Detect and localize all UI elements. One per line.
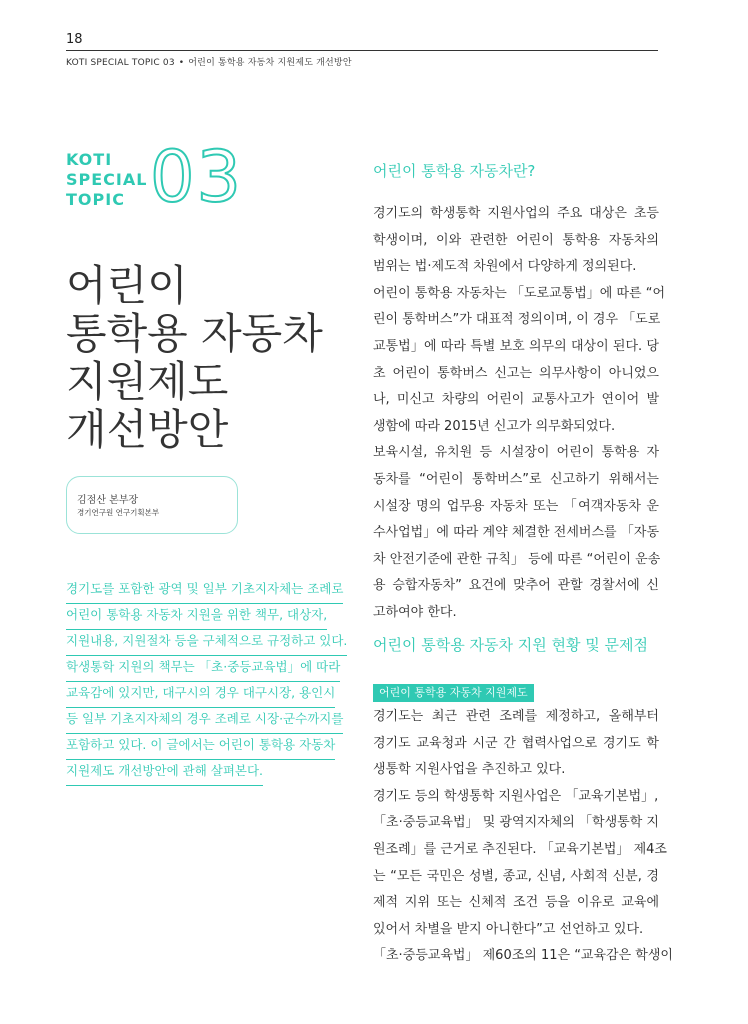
section1-heading: 어린이 통학용 자동차란? (373, 162, 536, 180)
abstract-line: 지원내용, 지원절차 등을 구체적으로 규정하고 있다. (66, 630, 347, 656)
body-line: 나, 미신고 차량의 어린이 교통사고가 연이어 발 (373, 392, 659, 408)
title-line: 개선방안 (66, 405, 229, 454)
body-line: 원조례」를 근거로 추진된다. 「교육기본법」 제4조 (373, 842, 667, 857)
body-line: 학생이며, 이와 관련한 어린이 통학용 자동차의 (373, 232, 659, 248)
page-number: 18 (66, 32, 83, 47)
abstract-line: 지원제도 개선방안에 관해 살펴본다. (66, 760, 263, 786)
body-line: 수사업법」에 따라 계약 체결한 전세버스를 「자동 (373, 525, 659, 541)
abstract-line: 어린이 통학용 자동차 지원을 위한 책무, 대상자, (66, 604, 327, 630)
body-line: 경기도 교육청과 시군 간 협력사업으로 경기도 학 (373, 735, 659, 751)
topic-number: 03 (150, 136, 244, 218)
body-line: 보육시설, 유치원 등 시설장이 어린이 통학용 자 (373, 445, 659, 461)
running-title (66, 55, 352, 68)
body-line: 경기도 등의 학생통학 지원사업은 「교육기본법」, (373, 788, 659, 804)
body-line: 시설장 명의 업무용 자동차 또는 「여객자동차 운 (373, 498, 659, 514)
series-label: KOTI SPECIAL TOPIC 03 (66, 58, 175, 68)
topic-label-line: TOPIC (66, 190, 125, 209)
author-box (66, 476, 238, 534)
body-line: 생함에 따라 2015년 신고가 의무화되었다. (373, 418, 616, 434)
running-article-title: 어린이 통학용 자동차 지원제도 개선방안 (188, 58, 352, 68)
title-line: 지원제도 (66, 357, 229, 406)
body-line: 초 어린이 통학버스 신고는 의무사항이 아니었으 (373, 365, 659, 381)
body-line: 경기도는 최근 관련 조례를 제정하고, 올해부터 (373, 709, 659, 724)
topic-label (66, 150, 147, 210)
section2-heading: 어린이 통학용 자동차 지원 현황 및 문제점 (373, 636, 648, 654)
sub-section-label: 어린이 통학용 자동차 지원제도 (373, 684, 534, 702)
body-line: 린이 통학버스”가 대표적 정의이며, 이 경우 「도로 (373, 312, 661, 328)
header-rule (66, 50, 658, 51)
body-line: 는 “모든 국민은 성별, 종교, 신념, 사회적 신분, 경 (373, 868, 659, 884)
body-line: 동차를 “어린이 통학버스”로 신고하기 위해서는 (373, 472, 659, 487)
title-line: 어린이 (66, 261, 188, 310)
body-line: 「초·중등교육법」 제60조의 11은 “교육감은 학생이 (373, 948, 673, 964)
body-line: 「초·중등교육법」 및 광역지자체의 「학생통학 지 (373, 815, 659, 831)
body-line: 생통학 지원사업을 추진하고 있다. (373, 762, 566, 778)
abstract-line: 교육감에 있지만, 대구시의 경우 대구시장, 용인시 (66, 682, 335, 708)
body-line: 고하여야 한다. (373, 605, 457, 620)
abstract-line: 경기도를 포함한 광역 및 일부 기초지자체는 조례로 (66, 578, 343, 604)
body-line: 용 승합자동차” 요건에 맞추어 관할 경찰서에 신 (373, 578, 659, 594)
author-name: 김점산 본부장 (77, 495, 139, 506)
body-line: 범위는 법·제도적 차원에서 다양하게 정의된다. (373, 259, 637, 275)
abstract-line: 포함하고 있다. 이 글에서는 어린이 통학용 자동차 (66, 734, 335, 760)
author-org: 경기연구원 연구기획본부 (77, 508, 160, 517)
body-line: 제적 지위 또는 신체적 조건 등을 이유로 교육에 (373, 895, 659, 911)
topic-label-line: KOTI (66, 150, 113, 169)
body-line: 있어서 차별을 받지 아니한다”고 선언하고 있다. (373, 921, 644, 937)
article-title (66, 262, 356, 454)
body-line: 어린이 통학용 자동차는 「도로교통법」에 따른 “어 (373, 285, 665, 301)
body-line: 경기도의 학생통학 지원사업의 주요 대상은 초등 (373, 206, 659, 221)
abstract (66, 578, 348, 786)
body-line: 교통법」에 따라 특별 보호 의무의 대상이 된다. 당 (373, 339, 659, 354)
abstract-line: 등 일부 기초지자체의 경우 조례로 시장·군수까지를 (66, 708, 343, 734)
topic-label-line: SPECIAL (66, 170, 148, 189)
title-line: 통학용 자동차 (66, 309, 323, 358)
body-line: 차 안전기준에 관한 규칙」 등에 따른 “어린이 운송 (373, 551, 661, 567)
separator-dot: • (178, 58, 185, 68)
abstract-line: 학생통학 지원의 책무는 「초·중등교육법」에 따라 (66, 656, 340, 682)
